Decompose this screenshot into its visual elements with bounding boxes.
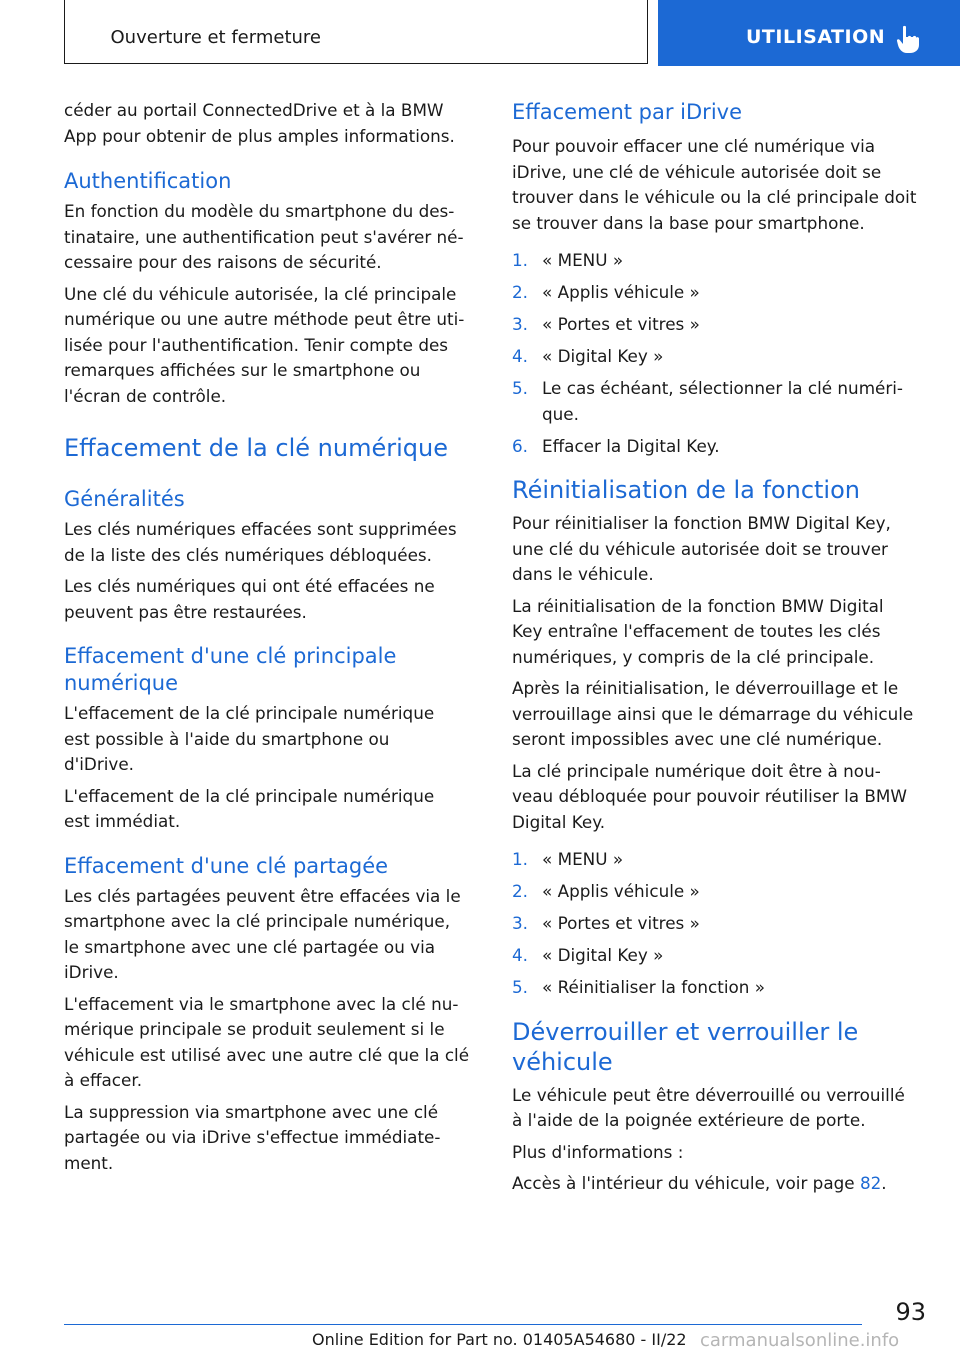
text-line: est immédiat. bbox=[64, 811, 181, 831]
general-paragraph-2 bbox=[64, 574, 482, 625]
text-line: véhicule bbox=[512, 1047, 613, 1076]
step-item bbox=[512, 975, 932, 1001]
text-line: Key entraîne l'effacement de toutes les clés bbox=[512, 621, 881, 641]
step-number: 3. bbox=[512, 913, 529, 933]
text-line: tinataire, une authentification peut s'avérer né‐ bbox=[64, 226, 464, 247]
reset-paragraph-2 bbox=[512, 594, 932, 671]
text-line: mérique principale se produit seulement si le bbox=[64, 1019, 445, 1039]
text-line: l'écran de contrôle. bbox=[64, 385, 227, 406]
step-number: 4. bbox=[512, 945, 529, 965]
step-text: que. bbox=[542, 403, 579, 424]
chapter-tab-label: UTILISATION bbox=[746, 26, 886, 48]
text-line: de la liste des clés numériques débloquées. bbox=[64, 544, 433, 565]
step-number: 2. bbox=[512, 282, 529, 302]
step-item bbox=[512, 911, 932, 937]
text-line: Effacement d'une clé principale bbox=[64, 644, 397, 668]
step-number: 1. bbox=[512, 250, 529, 270]
step-text: « Digital Key » bbox=[542, 346, 664, 366]
pointing-hand-icon bbox=[894, 24, 922, 54]
step-text: Effacer la Digital Key. bbox=[542, 435, 720, 456]
heading-deverrouiller bbox=[512, 1017, 932, 1077]
step-item bbox=[512, 847, 932, 873]
step-text: « Portes et vitres » bbox=[542, 913, 700, 933]
text-line: Après la réinitialisation, le déverrouillage et le bbox=[512, 678, 899, 698]
idrive-paragraph bbox=[512, 134, 932, 236]
text-line: Plus d'informations : bbox=[512, 1141, 684, 1162]
reset-paragraph-3 bbox=[512, 676, 932, 753]
heading-effacement-idrive: Effacement par iDrive bbox=[512, 100, 742, 124]
text-line: d'iDrive. bbox=[64, 754, 135, 774]
step-number: 6. bbox=[512, 435, 529, 456]
text-line: smartphone avec la clé principale numérique, bbox=[64, 911, 451, 931]
main-key-paragraph-1 bbox=[64, 701, 482, 778]
text-line: partagée ou via iDrive s'effectue immédiate‐ bbox=[64, 1127, 441, 1147]
text-line: Déverrouiller et verrouiller le bbox=[512, 1017, 859, 1046]
page-link-82[interactable]: 82 bbox=[859, 1173, 882, 1193]
page-number: 93 bbox=[895, 1298, 926, 1326]
heading-generalites: Généralités bbox=[64, 487, 185, 511]
text-line: Pour pouvoir effacer une clé numérique via bbox=[512, 136, 876, 156]
heading-authentification: Authentification bbox=[64, 169, 232, 193]
text-line: céder au portail ConnectedDrive et à la BMW bbox=[64, 100, 444, 120]
text-line: trouver dans le véhicule ou la clé principale doit bbox=[512, 187, 917, 207]
text-line: est possible à l'aide du smartphone ou bbox=[64, 728, 390, 749]
step-text: « Réinitialiser la fonction » bbox=[542, 977, 766, 997]
text-line: seront impossibles avec une clé numérique. bbox=[512, 729, 883, 749]
lock-paragraph-3-end: . bbox=[881, 1173, 887, 1193]
text-line: numérique ou une autre méthode peut être uti‐ bbox=[64, 309, 465, 329]
step-text: « Applis véhicule » bbox=[542, 282, 700, 302]
watermark: carmanualsonline.info bbox=[700, 1330, 900, 1351]
step-item bbox=[512, 376, 932, 427]
text-line: dans le véhicule. bbox=[512, 564, 654, 584]
step-number: 5. bbox=[512, 378, 529, 398]
text-line: Pour réinitialiser la fonction BMW Digital Key, bbox=[512, 513, 891, 533]
step-text: Le cas échéant, sélectionner la clé numéri‐ bbox=[542, 378, 903, 398]
text-line: Les clés numériques effacées sont supprimées bbox=[64, 519, 457, 539]
step-text: « MENU » bbox=[542, 250, 624, 270]
step-text: « Applis véhicule » bbox=[542, 881, 700, 901]
text-line: Les clés numériques qui ont été effacées ne bbox=[64, 576, 435, 596]
text-line: cessaire pour des raisons de sécurité. bbox=[64, 252, 382, 272]
text-line: La réinitialisation de la fonction BMW Digital bbox=[512, 595, 884, 616]
footer-divider bbox=[64, 1324, 862, 1325]
text-line: numériques, y compris de la clé principale. bbox=[512, 646, 875, 667]
text-line: peuvent pas être restaurées. bbox=[64, 601, 307, 622]
text-line: ment. bbox=[64, 1152, 114, 1173]
lock-paragraph-3 bbox=[512, 1171, 932, 1197]
text-line: véhicule est utilisé avec une autre clé que la clé bbox=[64, 1044, 470, 1065]
step-item bbox=[512, 344, 932, 370]
step-item bbox=[512, 248, 932, 274]
text-line: Digital Key. bbox=[512, 811, 606, 832]
right-column bbox=[512, 98, 932, 1203]
text-line: L'effacement de la clé principale numérique bbox=[64, 785, 435, 806]
step-number: 5. bbox=[512, 977, 529, 997]
shared-paragraph-3 bbox=[64, 1100, 482, 1177]
text-line: lisée pour l'authentification. Tenir compte des bbox=[64, 334, 449, 355]
step-item bbox=[512, 280, 932, 306]
step-text: « Portes et vitres » bbox=[542, 314, 700, 334]
text-line: Une clé du véhicule autorisée, la clé principale bbox=[64, 283, 457, 304]
heading-cle-partagee: Effacement d'une clé partagée bbox=[64, 853, 389, 878]
step-item bbox=[512, 312, 932, 338]
step-number: 4. bbox=[512, 346, 529, 366]
main-key-paragraph-2 bbox=[64, 784, 482, 835]
heading-cle-principale bbox=[64, 643, 482, 697]
general-paragraph-1 bbox=[64, 517, 482, 568]
shared-paragraph-2 bbox=[64, 992, 482, 1094]
step-item bbox=[512, 434, 932, 460]
shared-paragraph-1 bbox=[64, 884, 482, 986]
lock-paragraph-1 bbox=[512, 1083, 932, 1134]
text-line: iDrive, une clé de véhicule autorisée doit se bbox=[512, 161, 882, 182]
idrive-steps-list bbox=[512, 248, 932, 459]
chapter-tab[interactable] bbox=[658, 0, 960, 66]
lock-paragraph-2 bbox=[512, 1140, 932, 1166]
text-line: La clé principale numérique doit être à nou‐ bbox=[512, 760, 881, 781]
header-box bbox=[64, 0, 648, 64]
text-line: se trouver dans la base pour smartphone. bbox=[512, 212, 865, 233]
heading-reinitialisation: Réinitialisation de la fonction bbox=[512, 476, 860, 504]
left-column bbox=[64, 98, 482, 1182]
text-line: remarques affichées sur le smartphone ou bbox=[64, 360, 421, 380]
footer-edition: Online Edition for Part no. 01405A54680 - II/22 bbox=[312, 1330, 687, 1349]
text-line: à l'aide de la poignée extérieure de porte. bbox=[512, 1110, 866, 1130]
text-line: App pour obtenir de plus amples informations. bbox=[64, 125, 455, 146]
lock-paragraph-3-text: Accès à l'intérieur du véhicule, voir page bbox=[512, 1173, 860, 1193]
heading-effacement-cle: Effacement de la clé numérique bbox=[64, 434, 448, 462]
reset-paragraph-4 bbox=[512, 759, 932, 836]
intro-paragraph bbox=[64, 98, 482, 149]
reset-paragraph-1 bbox=[512, 511, 932, 588]
auth-paragraph-1 bbox=[64, 199, 482, 276]
text-line: veau débloquée pour pouvoir réutiliser la BMW bbox=[512, 786, 907, 806]
step-number: 2. bbox=[512, 881, 529, 901]
step-text: « MENU » bbox=[542, 849, 624, 869]
text-line: une clé du véhicule autorisée doit se trouver bbox=[512, 538, 888, 559]
step-number: 1. bbox=[512, 849, 529, 869]
text-line: Les clés partagées peuvent être effacées via le bbox=[64, 885, 461, 906]
text-line: L'effacement de la clé principale numérique bbox=[64, 703, 435, 723]
reset-steps-list bbox=[512, 847, 932, 1001]
text-line: La suppression via smartphone avec une clé bbox=[64, 1101, 439, 1122]
text-line: le smartphone avec une clé partagée ou via bbox=[64, 936, 436, 957]
text-line: numérique bbox=[64, 671, 179, 695]
step-item bbox=[512, 943, 932, 969]
auth-paragraph-2 bbox=[64, 282, 482, 410]
text-line: En fonction du modèle du smartphone du des‐ bbox=[64, 201, 455, 221]
text-line: L'effacement via le smartphone avec la clé nu‐ bbox=[64, 993, 459, 1014]
step-item bbox=[512, 879, 932, 905]
step-number: 3. bbox=[512, 314, 529, 334]
text-line: verrouillage ainsi que le démarrage du véhicule bbox=[512, 703, 914, 724]
text-line: iDrive. bbox=[64, 962, 119, 982]
text-line: Le véhicule peut être déverrouillé ou verrouillé bbox=[512, 1084, 905, 1105]
step-text: « Digital Key » bbox=[542, 945, 664, 965]
section-title: Ouverture et fermeture bbox=[110, 27, 321, 48]
text-line: à effacer. bbox=[64, 1070, 143, 1090]
